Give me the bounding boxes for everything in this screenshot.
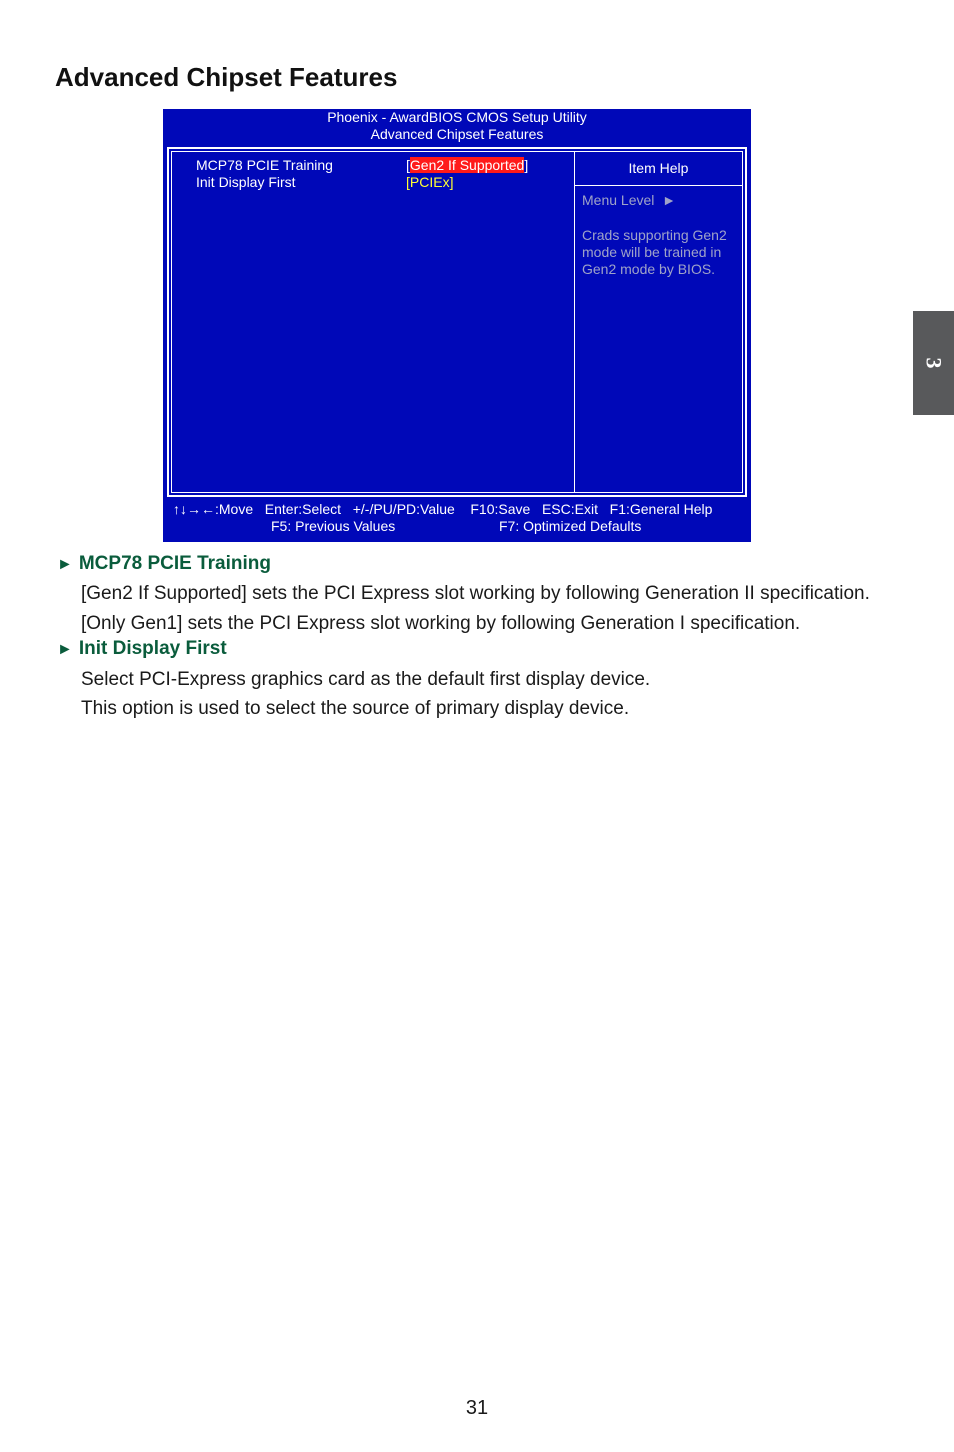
paragraph: This option is used to select the source of primary display device. <box>81 698 630 719</box>
menu-level-label: Menu Level <box>582 192 655 208</box>
setting-value[interactable]: [PCIEx] <box>406 174 454 190</box>
setting-name: MCP78 PCIE Training <box>196 157 333 173</box>
key-optimized-defaults: F7: Optimized Defaults <box>499 518 642 534</box>
section-heading-text: MCP78 PCIE Training <box>78 553 271 574</box>
setting-name: Init Display First <box>196 174 296 190</box>
paragraph: Select PCI-Express graphics card as the default first display device. <box>81 669 651 690</box>
page-number: 31 <box>465 1397 489 1419</box>
footer-keys-line1 <box>173 501 712 518</box>
key-help: F1:General Help <box>609 501 713 517</box>
item-help-body <box>582 192 742 296</box>
triangle-right-icon: ► <box>57 556 73 573</box>
setting-value[interactable] <box>406 157 528 174</box>
chapter-number: 3 <box>921 357 947 369</box>
bios-main-panel <box>167 147 747 497</box>
paragraph: [Gen2 If Supported] sets the PCI Express slot working by following Generation II specification. <box>81 583 870 604</box>
item-help-title: Item Help <box>575 152 742 186</box>
bios-utility-title: Phoenix - AwardBIOS CMOS Setup Utility <box>327 109 587 125</box>
key-move: ↑↓→←:Move <box>173 501 254 517</box>
section-heading-init-display <box>57 637 227 662</box>
chapter-tab <box>913 311 954 415</box>
triangle-right-icon: ► <box>662 192 677 208</box>
section-heading-text: Init Display First <box>78 638 227 659</box>
help-description: Crads supporting Gen2 mode will be trained in Gen2 mode by BIOS. <box>582 227 727 277</box>
key-exit: ESC:Exit <box>541 501 598 517</box>
bios-menu-title: Advanced Chipset Features <box>370 126 544 142</box>
bracket-open: [ <box>406 157 410 173</box>
bios-inner-frame <box>171 151 743 493</box>
selected-value-highlight[interactable]: Gen2 If Supported <box>409 157 525 173</box>
page-title: Advanced Chipset Features <box>55 62 398 92</box>
key-select: Enter:Select <box>264 501 342 517</box>
bios-footer <box>163 499 751 539</box>
triangle-right-icon: ► <box>57 641 73 658</box>
setting-row-mcp78-pcie-training[interactable] <box>196 157 566 174</box>
section-heading-mcp78 <box>57 552 271 577</box>
key-save: F10:Save <box>470 501 531 517</box>
panel-divider <box>574 152 575 492</box>
key-value: +/-/PU/PD:Value <box>352 501 455 517</box>
setting-row-init-display-first[interactable] <box>196 174 566 191</box>
key-previous-values: F5: Previous Values <box>271 518 396 534</box>
bios-screen <box>163 109 751 542</box>
menu-level <box>582 192 742 209</box>
paragraph: [Only Gen1] sets the PCI Express slot working by following Generation I specification. <box>81 613 801 634</box>
bios-header <box>163 109 751 143</box>
bracket-close: ] <box>524 157 529 173</box>
